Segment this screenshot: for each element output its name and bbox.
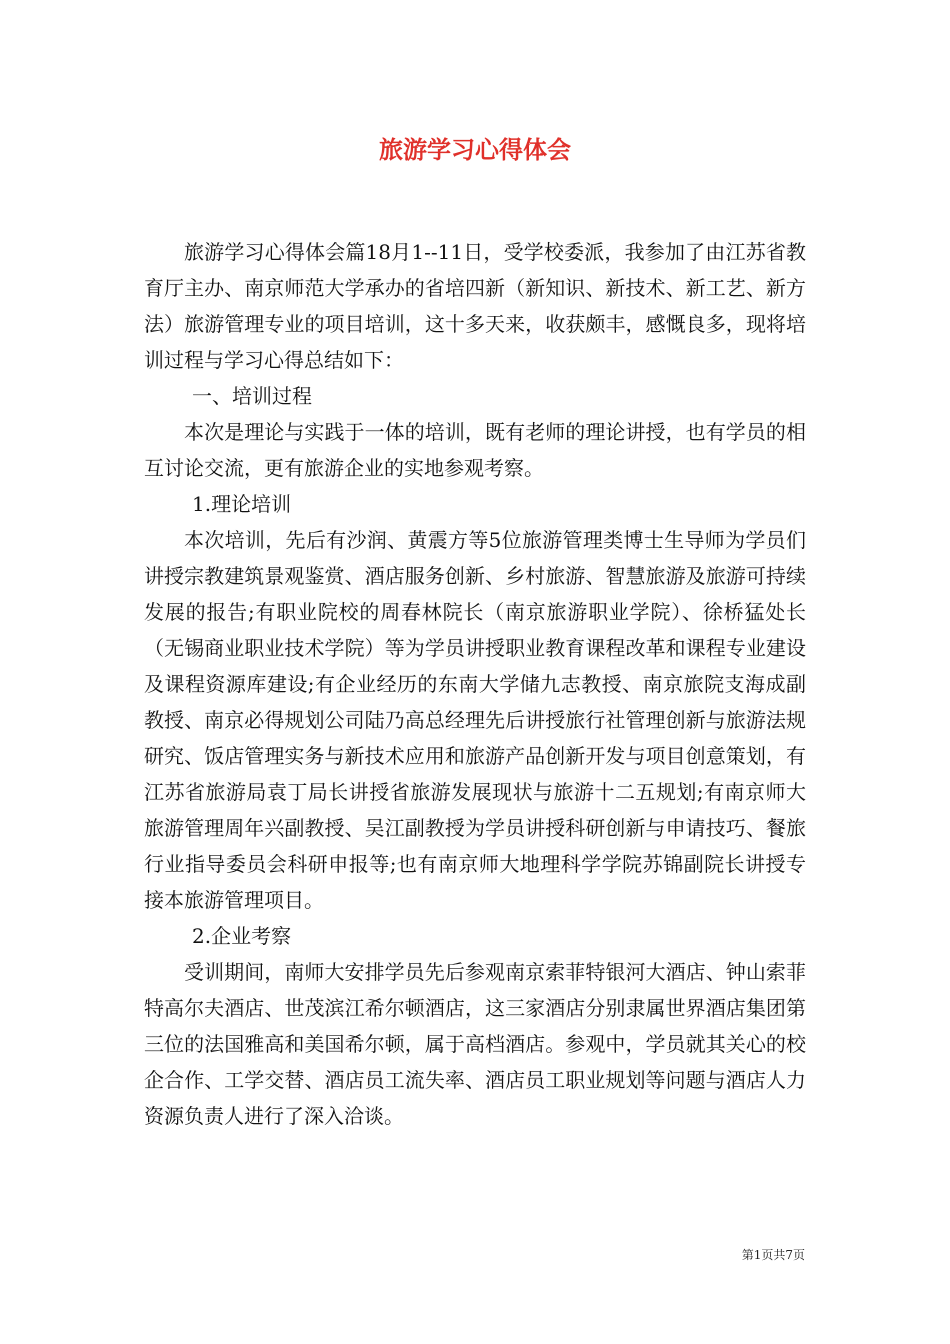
paragraph-intro: 旅游学习心得体会篇18月1--11日，受学校委派，我参加了由江苏省教育厅主办、南京师范大学承办的省培四新（新知识、新技术、新工艺、新方法）旅游管理专业的项目培训，这十多天来，收获颇丰，感慨良多，现将培训过程与学习心得总结如下： [144,240,806,372]
page-title: 旅游学习心得体会 [379,135,571,164]
page-number: 第1页共7页 [741,1248,805,1262]
paragraph-training-overview: 本次是理论与实践于一体的培训，既有老师的理论讲授，也有学员的相互讨论交流，更有旅游企业的实地参观考察。 [144,420,806,480]
paragraph-theory-training: 本次培训，先后有沙润、黄震方等5位旅游管理类博士生导师为学员们讲授宗教建筑景观鉴赏、酒店服务创新、乡村旅游、智慧旅游及旅游可持续发展的报告;有职业院校的周春林院长（南京旅游职业学院）、徐桥猛处长（无锡商业职业技术学院）等为学员讲授职业教育课程改革和课程专业建设及课程资源库建设;有企业经历的东南大学储九志教授、南京旅院支海成副教授、南京必得规划公司陆乃高总经理先后讲授旅行社管理创新与旅游法规研究、饭店管理实务与新技术应用和旅游产品创新开发与项目创意策划，有江苏省旅游局袁丁局长讲授省旅游发展现状与旅游十二五规划;有南京师大旅游管理周年兴副教授、吴江副教授为学员讲授科研创新与申请技巧、餐旅行业指导委员会科研申报等;也有南京师大地理科学学院苏锦副院长讲授专接本旅游管理项目。 [144,528,806,912]
section-heading-theory-training: 1.理论培训 [192,492,292,516]
section-heading-training-process: 一、培训过程 [192,384,312,408]
paragraph-enterprise-visit: 受训期间，南师大安排学员先后参观南京索菲特银河大酒店、钟山索菲特高尔夫酒店、世茂滨江希尔顿酒店，这三家酒店分别隶属世界酒店集团第三位的法国雅高和美国希尔顿，属于高档酒店。参观中，学员就其关心的校企合作、工学交替、酒店员工流失率、酒店员工职业规划等问题与酒店人力资源负责人进行了深入洽谈。 [144,960,806,1128]
section-heading-enterprise-visit: 2.企业考察 [192,924,292,948]
document-body [144,234,806,1134]
